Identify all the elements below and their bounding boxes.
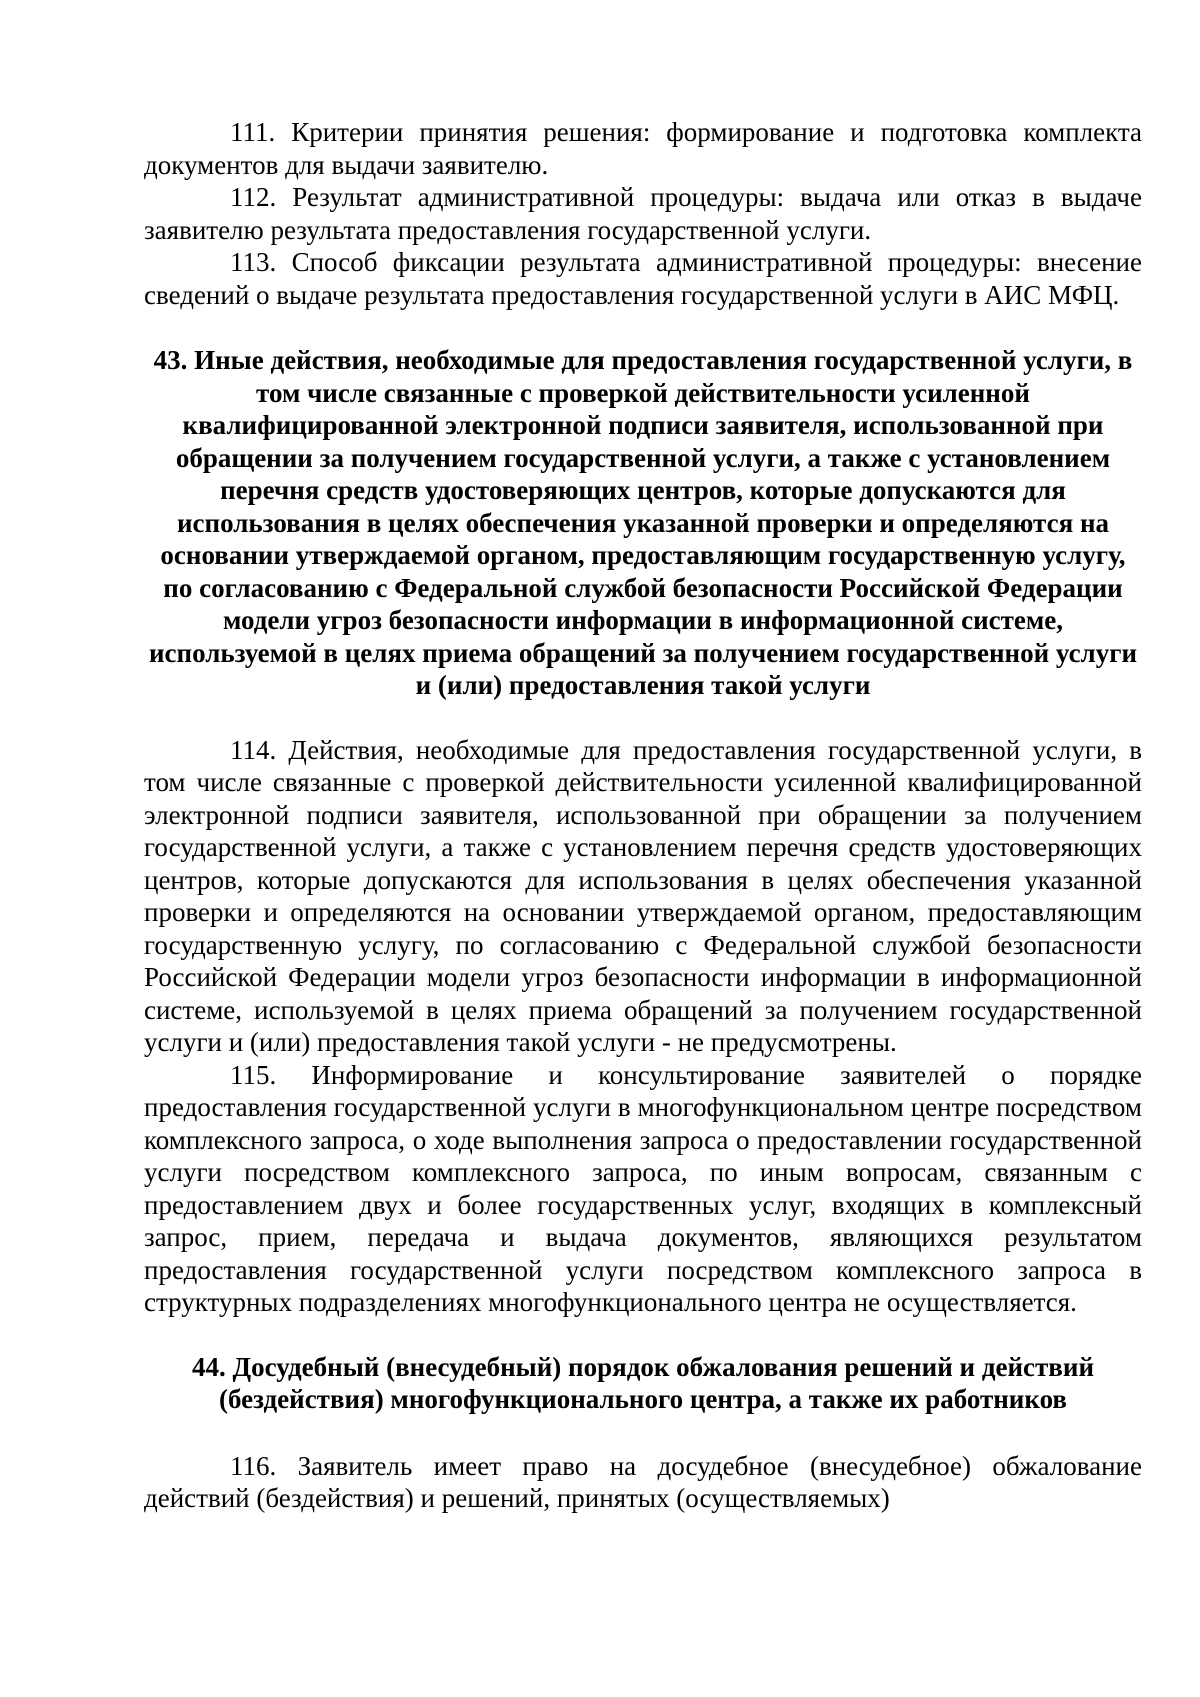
- section-heading-44: 44. Досудебный (внесудебный) порядок обжалования решений и действий (бездействия) многофункционального центра, а также их работников: [192, 1351, 1094, 1414]
- paragraph-113: 113. Способ фиксации результата административной процедуры: внесение сведений о выдаче результата предоставления государственной услуги в АИС МФЦ.: [144, 247, 1142, 310]
- paragraph-114: 114. Действия, необходимые для предоставления государственной услуги, в том числе связанные с проверкой действительности усиленной квалифицированной электронной подписи заявителя, использованной при обращении за получением государственной услуги, а также с установлением перечня средств удостоверяющих центров, которые допускаются для использования в целях обеспечения указанной проверки и определяются на основании утверждаемой органом, предоставляющим государственную услугу, по согласованию с Федеральной службой безопасности Российской Федерации модели угроз безопасности информации в информационной системе, используемой в целях приема обращений за получением государственной услуги и (или) предоставления такой услуги - не предусмотрены.: [144, 734, 1142, 1057]
- spacer: [144, 1416, 1142, 1450]
- document-page: [144, 116, 1142, 1515]
- paragraph-115: 115. Информирование и консультирование заявителей о порядке предоставления государственной услуги в многофункциональном центре посредством комплексного запроса, о ходе выполнения запроса о предоставлении государственной услуги посредством комплексного запроса, по иным вопросам, связанным с предоставлением двух и более государственных услуг, входящих в комплексный запрос, прием, передача и выдача документов, являющихся результатом предоставления государственной услуги посредством комплексного запроса в структурных подразделениях многофункционального центра не осуществляется.: [144, 1059, 1142, 1317]
- paragraph-111: 111. Критерии принятия решения: формирование и подготовка комплекта документов для выдачи заявителю.: [144, 117, 1142, 180]
- spacer: [144, 311, 1142, 344]
- spacer: [144, 1319, 1142, 1351]
- paragraph-112: 112. Результат административной процедуры: выдача или отказ в выдаче заявителю результата предоставления государственной услуги.: [144, 182, 1142, 245]
- paragraph-116: 116. Заявитель имеет право на досудебное (внесудебное) обжалование действий (бездействия) и решений, принятых (осуществляемых): [144, 1450, 1142, 1513]
- spacer: [144, 702, 1142, 734]
- section-heading-43: 43. Иные действия, необходимые для предоставления государственной услуги, в том числе связанные с проверкой действительности усиленной квалифицированной электронной подписи заявителя, использованной при обращении за получением государственной услуги, а также с установлением перечня средств удостоверяющих центров, которые допускаются для использования в целях обеспечения указанной проверки и определяются на основании утверждаемой органом, предоставляющим государственную услугу, по согласованию с Федеральной службой безопасности Российской Федерации модели угроз безопасности информации в информационной системе, используемой в целях приема обращений за получением государственной услуги и (или) предоставления такой услуги: [148, 345, 1138, 700]
